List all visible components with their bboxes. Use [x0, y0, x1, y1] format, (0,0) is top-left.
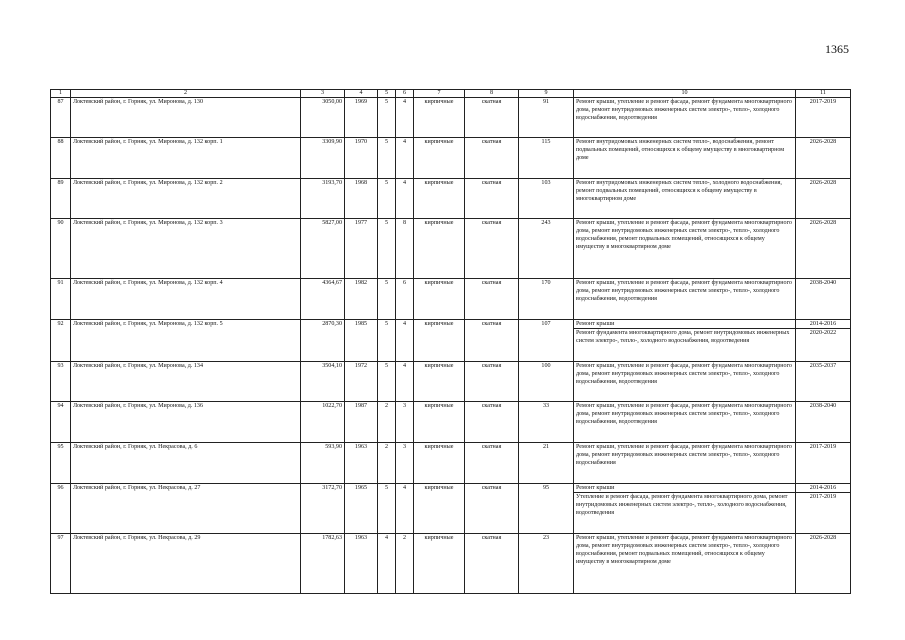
wall-material-cell: кирпичные: [414, 443, 465, 484]
column-header: 5: [378, 90, 396, 98]
page-number: 1365: [825, 42, 849, 56]
year-cell: 1963: [345, 534, 378, 594]
column-header: 8: [465, 90, 519, 98]
address-cell: Локтевский район, г. Горняк, ул. Некрасова, д. 29: [71, 534, 301, 594]
floors-cell: 5: [378, 138, 396, 179]
area-cell: 3193,70: [301, 179, 345, 219]
residents-cell: 91: [519, 98, 574, 138]
row-number: 97: [51, 534, 71, 594]
wall-material-cell: кирпичные: [414, 484, 465, 534]
wall-material-cell: кирпичные: [414, 279, 465, 320]
address-cell: Локтевский район, г. Горняк, ул. Миронова, д. 132 корп. 4: [71, 279, 301, 320]
year-cell: 1977: [345, 219, 378, 279]
year-cell: 1985: [345, 320, 378, 362]
area-cell: 3504,10: [301, 362, 345, 402]
area-cell: 2870,30: [301, 320, 345, 362]
column-header: 7: [414, 90, 465, 98]
address-cell: Локтевский район, г. Горняк, ул. Миронова, д. 130: [71, 98, 301, 138]
entrances-cell: 4: [396, 179, 414, 219]
floors-cell: 5: [378, 98, 396, 138]
floors-cell: 5: [378, 484, 396, 534]
table-row: [51, 534, 851, 594]
year-cell: 1972: [345, 362, 378, 402]
floors-cell: 2: [378, 443, 396, 484]
residents-cell: 243: [519, 219, 574, 279]
area-cell: 3172,70: [301, 484, 345, 534]
repair-period-cell: 2014-2016: [796, 484, 851, 493]
wall-material-cell: кирпичные: [414, 362, 465, 402]
repair-period-cell: 2026-2028: [796, 534, 851, 594]
floors-cell: 5: [378, 179, 396, 219]
roof-type-cell: скатная: [465, 534, 519, 594]
repair-period-cell: 2017-2019: [796, 493, 851, 534]
repair-period-cell: 2038-2040: [796, 402, 851, 443]
area-cell: 5827,00: [301, 219, 345, 279]
year-cell: 1987: [345, 402, 378, 443]
wall-material-cell: кирпичные: [414, 138, 465, 179]
entrances-cell: 4: [396, 320, 414, 362]
roof-type-cell: скатная: [465, 219, 519, 279]
year-cell: 1969: [345, 98, 378, 138]
address-cell: Локтевский район, г. Горняк, ул. Миронова, д. 134: [71, 362, 301, 402]
repair-works-cell: Ремонт крыши, утепление и ремонт фасада, ремонт фундамента многоквартирного дома, ремонт внутридомовых инженерных систем электро-, тепло-, холодного водоснабжения, ремонт подвальных помещений, относящихся к общему имуществу в многоквартирном доме: [574, 534, 796, 594]
column-number-row: [51, 90, 851, 98]
table-row: [51, 402, 851, 443]
wall-material-cell: кирпичные: [414, 179, 465, 219]
table-row: [51, 320, 851, 329]
row-number: 90: [51, 219, 71, 279]
row-number: 89: [51, 179, 71, 219]
column-header: 2: [71, 90, 301, 98]
repair-works-cell: Ремонт внутридомовых инженерных систем тепло-, водоснабжения, ремонт подвальных помещений, относящихся к общему имуществу в многоквартирном доме: [574, 138, 796, 179]
address-cell: Локтевский район, г. Горняк, ул. Миронова, д. 132 корп. 1: [71, 138, 301, 179]
table-row: [51, 484, 851, 493]
residents-cell: 33: [519, 402, 574, 443]
row-number: 96: [51, 484, 71, 534]
table-row: [51, 443, 851, 484]
roof-type-cell: скатная: [465, 138, 519, 179]
repair-period-cell: 2035-2037: [796, 362, 851, 402]
wall-material-cell: кирпичные: [414, 219, 465, 279]
entrances-cell: 3: [396, 402, 414, 443]
entrances-cell: 2: [396, 534, 414, 594]
residents-cell: 95: [519, 484, 574, 534]
roof-type-cell: скатная: [465, 98, 519, 138]
roof-type-cell: скатная: [465, 179, 519, 219]
address-cell: Локтевский район, г. Горняк, ул. Миронова, д. 132 корп. 3: [71, 219, 301, 279]
floors-cell: 5: [378, 362, 396, 402]
repair-works-cell: Ремонт крыши, утепление и ремонт фасада, ремонт фундамента многоквартирного дома, ремонт внутридомовых инженерных систем электро-, тепло-, холодного водоснабжения, водоотведения: [574, 98, 796, 138]
entrances-cell: 6: [396, 279, 414, 320]
year-cell: 1982: [345, 279, 378, 320]
repair-period-cell: 2017-2019: [796, 443, 851, 484]
floors-cell: 5: [378, 279, 396, 320]
roof-type-cell: скатная: [465, 484, 519, 534]
table-row: [51, 362, 851, 402]
residents-cell: 103: [519, 179, 574, 219]
row-number: 91: [51, 279, 71, 320]
address-cell: Локтевский район, г. Горняк, ул. Некрасова, д. 27: [71, 484, 301, 534]
residents-cell: 170: [519, 279, 574, 320]
column-header: 1: [51, 90, 71, 98]
address-cell: Локтевский район, г. Горняк, ул. Некрасова, д. 6: [71, 443, 301, 484]
repair-works-cell: Утепление и ремонт фасада, ремонт фундамента многоквартирного дома, ремонт внутридомовых инженерных систем электро-, тепло-, холодного водоснабжения, водоотведения: [574, 493, 796, 534]
area-cell: 593,90: [301, 443, 345, 484]
row-number: 95: [51, 443, 71, 484]
table-body: [51, 90, 851, 594]
address-cell: Локтевский район, г. Горняк, ул. Миронова, д. 132 корп. 5: [71, 320, 301, 362]
residents-cell: 100: [519, 362, 574, 402]
repair-works-cell: Ремонт крыши, утепление и ремонт фасада, ремонт фундамента многоквартирного дома, ремонт внутридомовых инженерных систем электро-, тепло-, холодного водоснабжения: [574, 443, 796, 484]
roof-type-cell: скатная: [465, 279, 519, 320]
entrances-cell: 3: [396, 443, 414, 484]
year-cell: 1970: [345, 138, 378, 179]
repair-period-cell: 2038-2040: [796, 279, 851, 320]
row-number: 94: [51, 402, 71, 443]
area-cell: 3309,90: [301, 138, 345, 179]
floors-cell: 5: [378, 320, 396, 362]
column-header: 4: [345, 90, 378, 98]
table-row: [51, 179, 851, 219]
floors-cell: 2: [378, 402, 396, 443]
year-cell: 1968: [345, 179, 378, 219]
roof-type-cell: скатная: [465, 320, 519, 362]
floors-cell: 4: [378, 534, 396, 594]
area-cell: 4364,67: [301, 279, 345, 320]
wall-material-cell: кирпичные: [414, 534, 465, 594]
roof-type-cell: скатная: [465, 362, 519, 402]
area-cell: 1782,63: [301, 534, 345, 594]
repair-period-cell: 2014-2016: [796, 320, 851, 329]
table-row: [51, 219, 851, 279]
repair-works-cell: Ремонт крыши, утепление и ремонт фасада, ремонт фундамента многоквартирного дома, ремонт внутридомовых инженерных систем электро-, тепло-, холодного водоснабжения, водоотведения: [574, 362, 796, 402]
wall-material-cell: кирпичные: [414, 402, 465, 443]
year-cell: 1965: [345, 484, 378, 534]
table-row: [51, 98, 851, 138]
residents-cell: 107: [519, 320, 574, 362]
address-cell: Локтевский район, г. Горняк, ул. Миронова, д. 132 корп. 2: [71, 179, 301, 219]
residents-cell: 115: [519, 138, 574, 179]
column-header: 9: [519, 90, 574, 98]
area-cell: 3050,00: [301, 98, 345, 138]
column-header: 3: [301, 90, 345, 98]
repair-works-cell: Ремонт фундамента многоквартирного дома, ремонт внутридомовых инженерных систем электро-, тепло-, холодного водоснабжения, водоотведения: [574, 329, 796, 362]
roof-type-cell: скатная: [465, 443, 519, 484]
repair-period-cell: 2026-2028: [796, 179, 851, 219]
row-number: 92: [51, 320, 71, 362]
address-cell: Локтевский район, г. Горняк, ул. Миронова, д. 136: [71, 402, 301, 443]
housing-repair-table: [50, 89, 851, 594]
row-number: 88: [51, 138, 71, 179]
area-cell: 1022,70: [301, 402, 345, 443]
repair-works-cell: Ремонт внутридомовых инженерных систем тепло-, холодного водоснабжения, ремонт подвальных помещений, относящихся к общему имуществу в многоквартирном доме: [574, 179, 796, 219]
floors-cell: 5: [378, 219, 396, 279]
year-cell: 1963: [345, 443, 378, 484]
table-row: [51, 138, 851, 179]
repair-works-cell: Ремонт крыши, утепление и ремонт фасада, ремонт фундамента многоквартирного дома, ремонт внутридомовых инженерных систем электро-, тепло-, холодного водоснабжения, водоотведения: [574, 402, 796, 443]
wall-material-cell: кирпичные: [414, 98, 465, 138]
repair-period-cell: 2026-2028: [796, 219, 851, 279]
row-number: 93: [51, 362, 71, 402]
entrances-cell: 8: [396, 219, 414, 279]
repair-period-cell: 2020-2022: [796, 329, 851, 362]
repair-works-cell: Ремонт крыши, утепление и ремонт фасада, ремонт фундамента многоквартирного дома, ремонт внутридомовых инженерных систем электро-, тепло-, холодного водоснабжения, водоотведения: [574, 279, 796, 320]
table-row: [51, 279, 851, 320]
entrances-cell: 4: [396, 484, 414, 534]
repair-works-cell: Ремонт крыши, утепление и ремонт фасада, ремонт фундамента многоквартирного дома, ремонт внутридомовых инженерных систем электро-, тепло-, холодного водоснабжения, ремонт подвальных помещений, относящихся к общему имуществу в многоквартирном доме: [574, 219, 796, 279]
entrances-cell: 4: [396, 362, 414, 402]
entrances-cell: 4: [396, 98, 414, 138]
wall-material-cell: кирпичные: [414, 320, 465, 362]
residents-cell: 21: [519, 443, 574, 484]
repair-works-cell: Ремонт крыши: [574, 484, 796, 493]
column-header: 10: [574, 90, 796, 98]
repair-period-cell: 2026-2028: [796, 138, 851, 179]
column-header: 11: [796, 90, 851, 98]
roof-type-cell: скатная: [465, 402, 519, 443]
repair-period-cell: 2017-2019: [796, 98, 851, 138]
residents-cell: 23: [519, 534, 574, 594]
entrances-cell: 4: [396, 138, 414, 179]
column-header: 6: [396, 90, 414, 98]
row-number: 87: [51, 98, 71, 138]
repair-works-cell: Ремонт крыши: [574, 320, 796, 329]
